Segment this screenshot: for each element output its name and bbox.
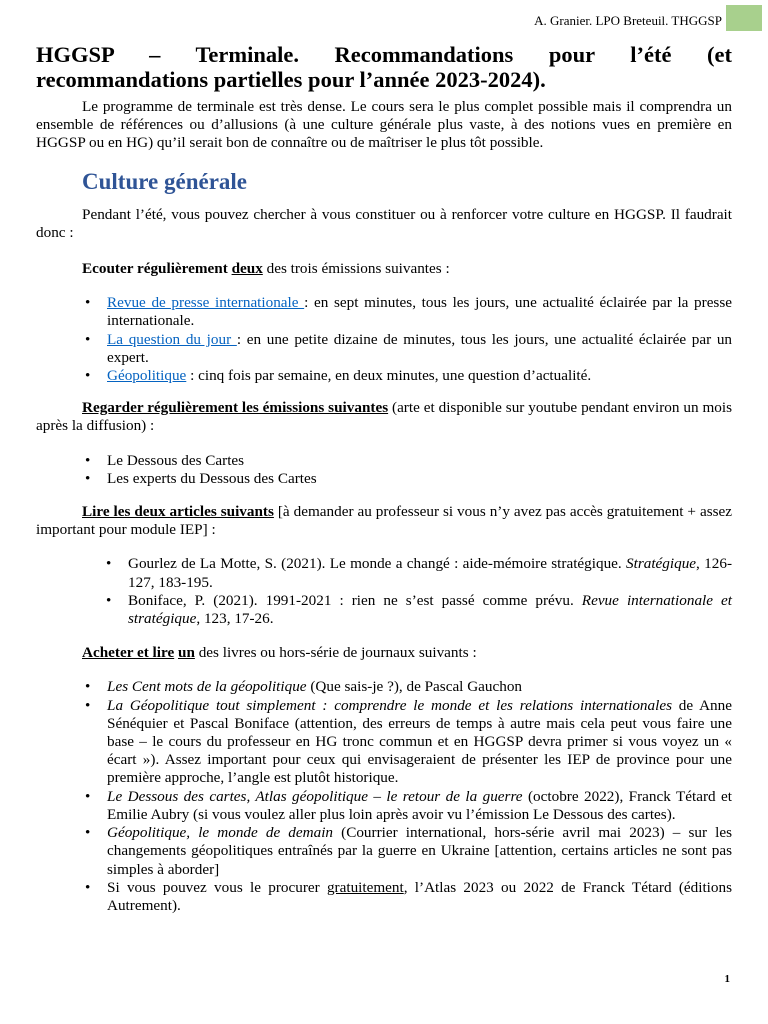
- list-item: [36, 788, 732, 824]
- section-heading-culture: Culture générale: [82, 168, 248, 194]
- read-lead: [36, 503, 732, 539]
- book-detail: (octobre 2022), Franck Tétard et Emilie Aubry (si vous voulez aller plus loin après avoir vu l’émission Le Dessous des cartes).: [107, 787, 733, 823]
- book-detail: (Que sais-je ?), de Pascal Gauchon: [306, 678, 523, 696]
- title-line-2: recommandations partielles pour l’année 2023-2024).: [36, 67, 546, 92]
- book-detail: (Courrier international, hors-série avril mai 2023) – sur les changements géopolitiques entraînés par la guerre en Ukraine [attention, certains articles ne sont pas simples à aborder]: [107, 824, 732, 878]
- citation-text: Boniface, P. (2021). 1991-2021 : rien ne s’est passé comme prévu.: [128, 591, 582, 609]
- list-item: [36, 879, 732, 915]
- watch-lead: [36, 399, 732, 435]
- read-lead-title: Lire les deux articles suivants: [82, 503, 274, 521]
- list-item: [36, 824, 732, 879]
- citation-journal: Revue internationale et stratégique: [128, 591, 733, 628]
- buy-lead-b: un: [178, 644, 195, 662]
- atlas-text: Si vous pouvez vous le procurer: [107, 878, 327, 896]
- list-item: [36, 294, 732, 330]
- header-author-line: A. Granier. LPO Breteuil. THGGSP: [534, 13, 722, 28]
- list-item-text: : cinq fois par semaine, en deux minutes, une question d’actualité.: [186, 367, 592, 385]
- intro-paragraph: Le programme de terminale est très dense. Le cours sera le plus complet possible mais il comprendra un ensemble de références ou d’allusions (à une culture générale plus vaste, à des notions vues en première en HGGSP ou en HG) qu’il serait bon de connaître ou de maîtriser le plus tôt possible.: [36, 98, 732, 152]
- listen-lead-b: deux: [231, 260, 263, 278]
- atlas-free: gratuitement: [326, 878, 404, 896]
- document-body: [36, 42, 732, 915]
- atlas-detail: , l’Atlas 2023 ou 2022 de Franck Tétard (éditions Autrement).: [107, 878, 732, 914]
- page-number: 1: [724, 973, 730, 985]
- header-accent-box: [726, 5, 762, 31]
- read-list: [36, 555, 732, 628]
- list-item: • Le Dessous des Cartes: [36, 452, 732, 470]
- book-title: La Géopolitique tout simplement : comprendre le monde et les relations internationales: [107, 696, 672, 714]
- list-item: [36, 367, 732, 385]
- citation-pages: , 123, 17-26.: [196, 610, 274, 628]
- citation-text: Gourlez de La Motte, S. (2021). Le monde a changé : aide-mémoire stratégique.: [128, 555, 627, 573]
- list-item: [36, 331, 732, 367]
- read-lead-rest: [à demander au professeur si vous n’y avez pas accès gratuitement + assez important pour module IEP] :: [36, 503, 732, 539]
- list-item-text: : en une petite dizaine de minutes, tous les jours, une actualité éclairée par un expert.: [107, 330, 733, 366]
- citation-journal: Stratégique: [626, 555, 697, 573]
- buy-lead: [36, 644, 732, 662]
- title-line-1: HGGSP – Terminale. Recommandations pour l’été (et: [36, 42, 732, 67]
- list-item: [36, 592, 732, 628]
- watch-lead-title: Regarder régulièrement les émissions suivantes: [82, 399, 389, 417]
- watch-list: [36, 452, 732, 488]
- list-item-text: : en sept minutes, tous les jours, une actualité éclairée par la presse internationale.: [107, 294, 732, 330]
- listen-lead: [36, 260, 732, 278]
- document-title: [36, 42, 732, 92]
- book-title: Géopolitique, le monde de demain: [107, 824, 334, 842]
- listen-lead-a: Ecouter régulièrement: [82, 260, 232, 278]
- list-item: [36, 678, 732, 696]
- listen-lead-c: des trois émissions suivantes :: [262, 260, 450, 278]
- citation-pages: , 126-127, 183-195.: [128, 555, 732, 591]
- book-title: Le Dessous des cartes, Atlas géopolitique – le retour de la guerre: [107, 787, 523, 805]
- link-geopolitique[interactable]: Géopolitique: [107, 367, 187, 385]
- list-item: [36, 697, 732, 788]
- list-item: • Les experts du Dessous des Cartes: [36, 470, 732, 488]
- culture-intro: Pendant l’été, vous pouvez chercher à vous constituer ou à renforcer votre culture en HGGSP. Il faudrait donc :: [36, 205, 732, 241]
- list-item: [36, 555, 732, 591]
- book-title: Les Cent mots de la géopolitique: [107, 678, 307, 696]
- link-revue-presse[interactable]: Revue de presse internationale: [107, 294, 305, 312]
- watch-lead-rest: (arte et disponible sur youtube pendant environ un mois après la diffusion) :: [36, 399, 732, 435]
- link-question-du-jour[interactable]: La question du jour: [107, 330, 237, 348]
- buy-lead-a: Acheter et lire: [82, 644, 175, 662]
- listen-list: [36, 294, 732, 385]
- buy-lead-rest: des livres ou hors-série de journaux suivants :: [194, 644, 477, 662]
- book-detail: de Anne Sénéquier et Pascal Boniface (attention, des erreurs de temps à autre mais cela peut vous faire une base – le cours du professeur en HG tronc commun et en HGGSP devra primer si vous voyez un « écart »). Assez important pour ceux qui envisageraient de présenter les IEP de province pour une première approche, l’angle est plutôt historique.: [107, 696, 732, 787]
- buy-list: [36, 678, 732, 915]
